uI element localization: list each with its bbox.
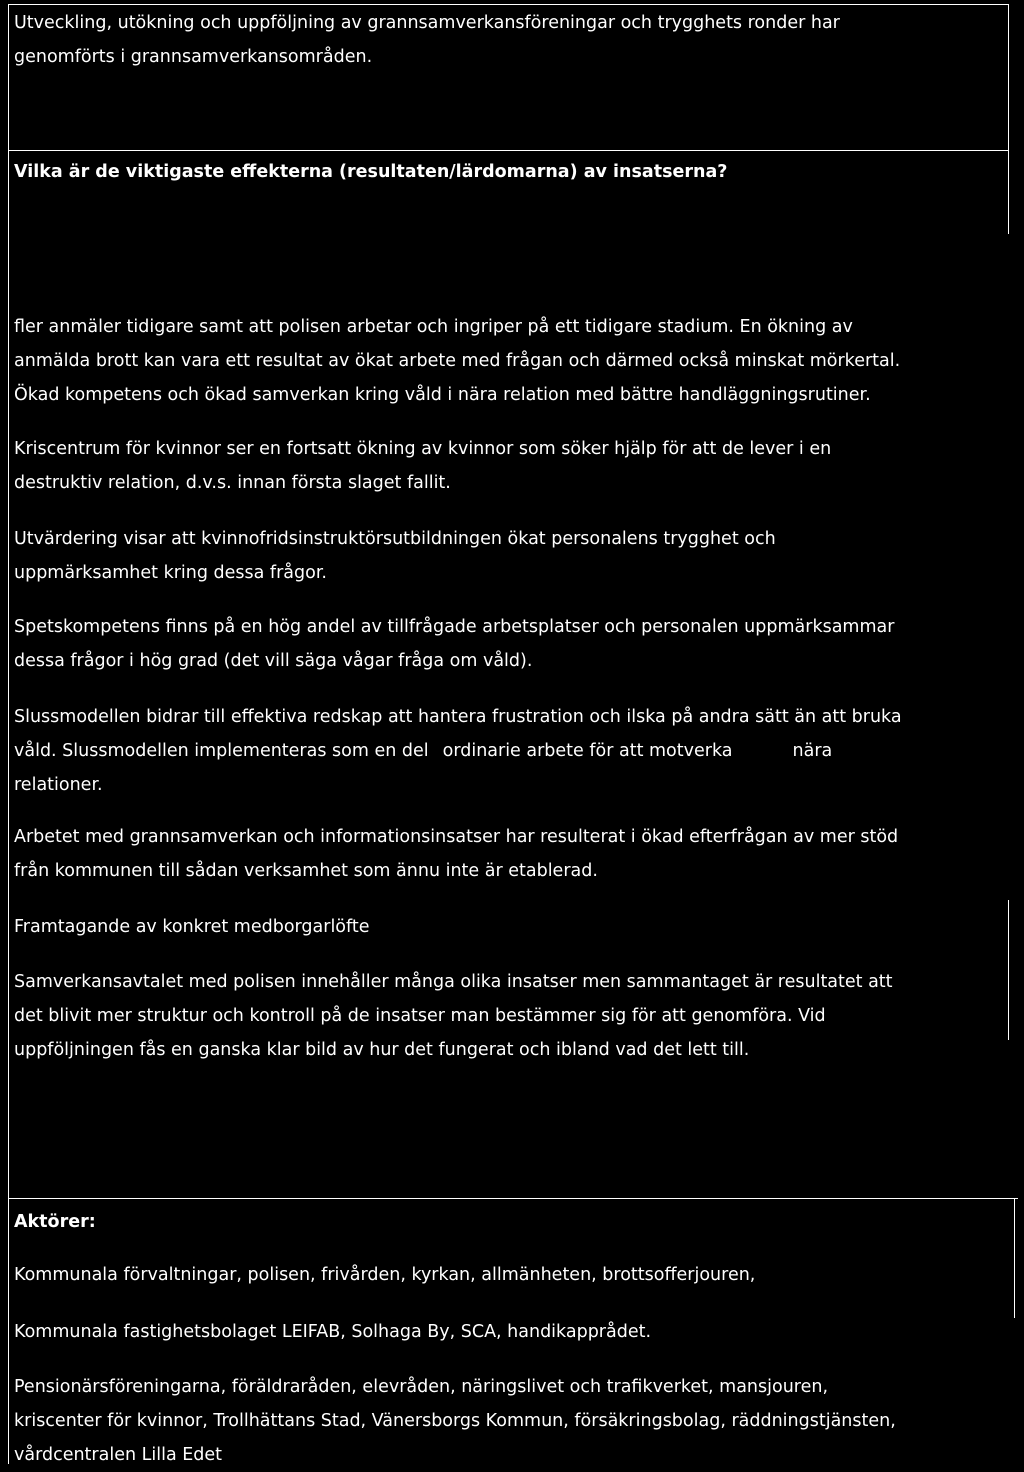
paragraph-line: Ökad kompetens och ökad samverkan kring våld i nära relation med bättre handläggningsrutiner.	[14, 385, 871, 405]
intro-line: Utveckling, utökning och uppföljning av grannsamverkansföreningar och trygghets ronder har	[14, 13, 840, 33]
effects-paragraph	[14, 432, 1004, 500]
paragraph-line-part: våld. Slussmodellen implementeras som en del	[14, 741, 429, 761]
actors-heading-block	[14, 1205, 1004, 1239]
paragraph-line: Utvärdering visar att kvinnofridsinstruktörsutbildningen ökat personalens trygghet och	[14, 529, 776, 549]
paragraph-line	[14, 734, 1004, 768]
paragraph-line: från kommunen till sådan verksamhet som ännu inte är etablerad.	[14, 861, 598, 881]
paragraph-line: det blivit mer struktur och kontroll på de insatser man bestämmer sig för att genomföra. Vid	[14, 1006, 826, 1026]
table-border-right	[1008, 4, 1009, 234]
actors-heading: Aktörer:	[14, 1212, 96, 1232]
intro-line: genomförts i grannsamverkansområden.	[14, 47, 373, 67]
effects-paragraph	[14, 820, 1004, 888]
effects-paragraph	[14, 310, 1004, 412]
actors-paragraph	[14, 1315, 1004, 1349]
intro-text-block	[14, 6, 1004, 74]
paragraph-line: Pensionärsföreningarna, föräldraråden, elevråden, näringslivet och trafikverket, mansjouren,	[14, 1377, 829, 1397]
paragraph-line: Kommunala förvaltningar, polisen, frivården, kyrkan, allmänheten, brottsofferjouren,	[14, 1265, 756, 1285]
paragraph-line: dessa frågor i hög grad (det vill säga vågar fråga om våld).	[14, 651, 533, 671]
table-border-top	[8, 4, 1008, 5]
paragraph-line: Spetskompetens finns på en hög andel av tillfrågade arbetsplatser och personalen uppmärksammar	[14, 617, 895, 637]
table-border-left	[8, 4, 9, 1464]
effects-paragraph	[14, 610, 1004, 678]
actors-paragraph	[14, 1258, 1004, 1292]
paragraph-line: Arbetet med grannsamverkan och informationsinsatser har resulterat i ökad efterfrågan av mer stöd	[14, 827, 899, 847]
paragraph-line: Kriscentrum för kvinnor ser en fortsatt ökning av kvinnor som söker hjälp för att de lever i en	[14, 439, 832, 459]
paragraph-line: kriscenter för kvinnor, Trollhättans Stad, Vänersborgs Kommun, försäkringsbolag, räddningstjänsten,	[14, 1411, 896, 1431]
paragraph-line: vårdcentralen Lilla Edet	[14, 1445, 223, 1465]
paragraph-line: Kommunala fastighetsbolaget LEIFAB, Solhaga By, SCA, handikapprådet.	[14, 1322, 652, 1342]
paragraph-line: Samverkansavtalet med polisen innehåller många olika insatser men sammantaget är resultatet att	[14, 972, 893, 992]
section-divider-actors	[8, 1198, 1018, 1199]
paragraph-line: relationer.	[14, 775, 103, 795]
paragraph-line: anmälda brott kan vara ett resultat av ökat arbete med frågan och därmed också minskat mörkertal.	[14, 351, 901, 371]
effects-heading: Vilka är de viktigaste effekterna (resultaten/lärdomarna) av insatserna?	[14, 162, 728, 182]
section-divider-effects	[8, 150, 1008, 151]
effects-paragraph	[14, 522, 1004, 590]
table-border-right-actors	[1014, 1198, 1015, 1318]
actors-paragraph	[14, 1370, 1004, 1472]
paragraph-line: fler anmäler tidigare samt att polisen arbetar och ingriper på ett tidigare stadium. En ökning av	[14, 317, 853, 337]
paragraph-line: destruktiv relation, d.v.s. innan första slaget fallit.	[14, 473, 451, 493]
effects-paragraph	[14, 910, 1004, 944]
paragraph-line-part: ordinarie arbete för att motverka	[442, 741, 733, 761]
paragraph-line: Framtagande av konkret medborgarlöfte	[14, 917, 370, 937]
effects-paragraph	[14, 700, 1004, 802]
paragraph-line: Slussmodellen bidrar till effektiva redskap att hantera frustration och ilska på andra sätt än att bruka	[14, 707, 902, 727]
paragraph-line-part: nära	[792, 741, 833, 761]
paragraph-line: uppmärksamhet kring dessa frågor.	[14, 563, 327, 583]
effects-paragraph	[14, 965, 1004, 1067]
paragraph-line: uppföljningen fås en ganska klar bild av hur det fungerat och ibland vad det lett till.	[14, 1040, 750, 1060]
table-border-right-lower	[1008, 900, 1009, 1040]
effects-heading-block	[14, 155, 1004, 189]
